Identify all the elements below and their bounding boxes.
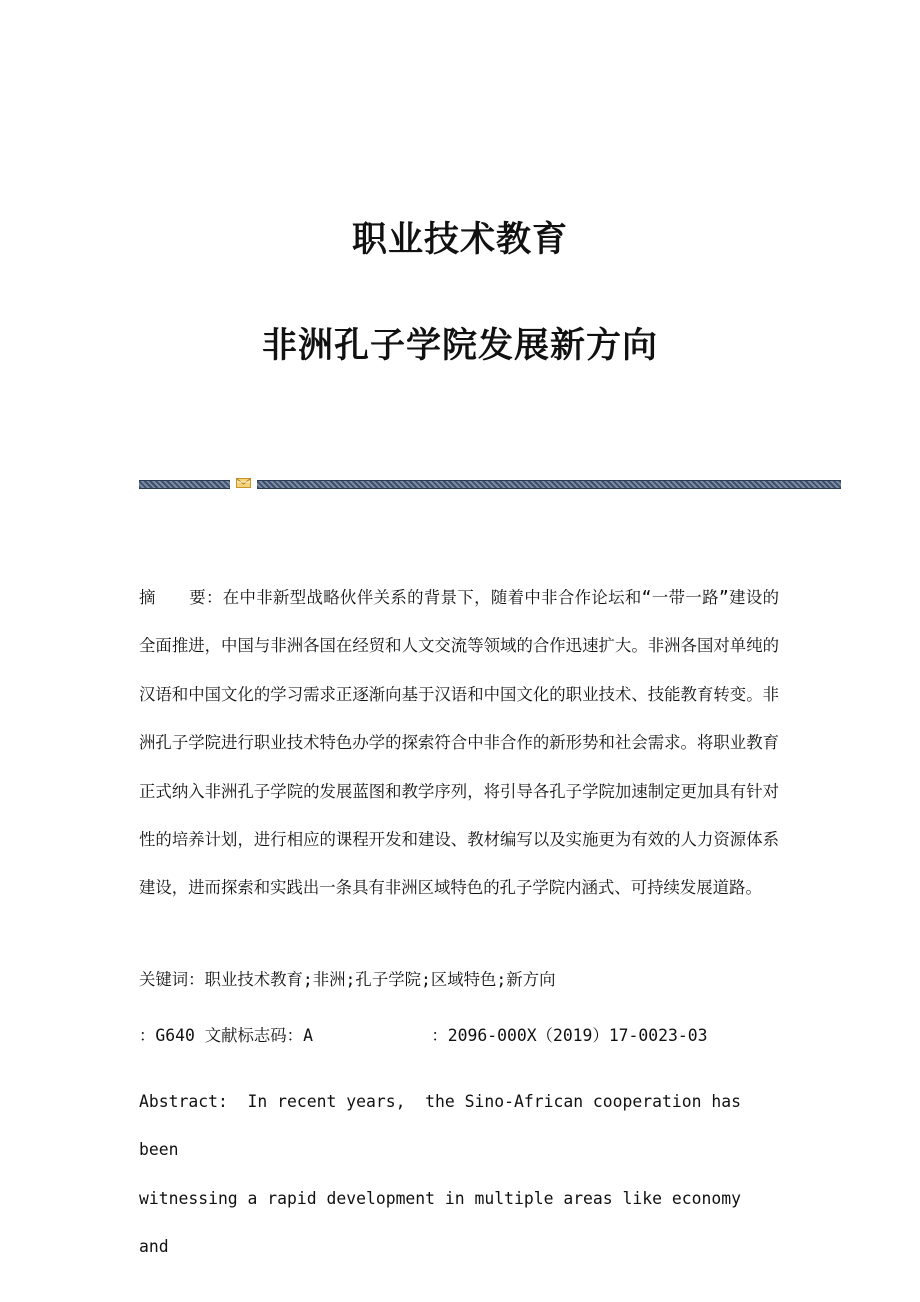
- classification-line: ：G640 文献标志码：A ：2096-000X（2019）17-0023-03: [139, 1026, 708, 1045]
- keywords-line: [139, 966, 779, 994]
- title-divider: [139, 477, 841, 489]
- keywords-label: 关键词：: [139, 970, 205, 989]
- divider-bar-right: [257, 480, 841, 489]
- keywords-text: 职业技术教育;非洲;孔子学院;区域特色;新方向: [204, 970, 556, 989]
- abstract-text: 在中非新型战略伙伴关系的背景下，随着中非合作论坛和“一带一路”建设的全面推进，中国与非洲各国在经贸和人文交流等领域的合作迅速扩大。非洲各国对单纯的汉语和中国文化的学习需求正逐渐向基于汉语和中国文化的职业技术、技能教育转变。非洲孔子学院进行职业技术特色办学的探索符合中非合作的新形势和社会需求。将职业教育正式纳入非洲孔子学院的发展蓝图和教学序列，将引导各孔子学院加速制定更加具有针对性的培养计划，进行相应的课程开发和建设、教材编写以及实施更为有效的人力资源体系建设，进而探索和实践出一条具有非洲区域特色的孔子学院内涵式、可持续发展道路。: [139, 588, 780, 898]
- abstract-label: 摘 要：: [139, 588, 223, 607]
- divider-bar-left: [139, 480, 230, 489]
- document-subtitle: 非洲孔子学院发展新方向: [261, 325, 658, 366]
- english-abstract: Abstract: In recent years, the Sino-African cooperation has been witnessing a rapid development in multiple areas like economy and: [139, 1092, 741, 1257]
- document-title: 职业技术教育: [351, 219, 568, 260]
- abstract-paragraph: [139, 574, 779, 913]
- envelope-icon: [236, 477, 251, 489]
